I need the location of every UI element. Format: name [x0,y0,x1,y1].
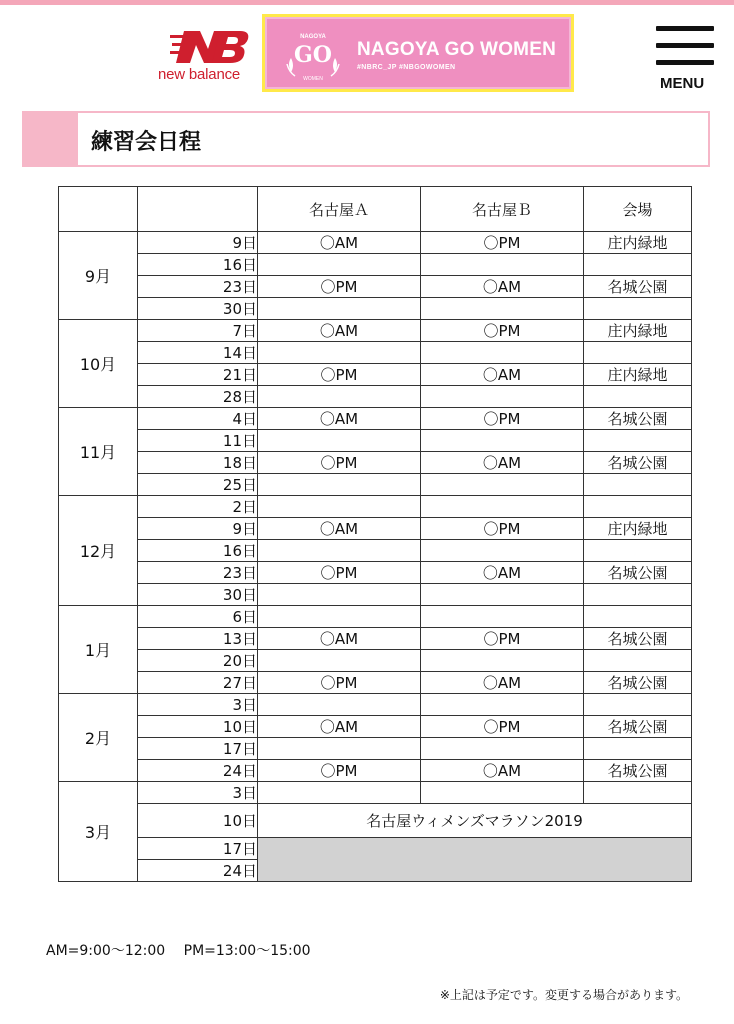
venue-cell [584,474,692,496]
banner-inner [265,17,571,89]
nagoya-a-cell: 〇PM [258,672,421,694]
nagoya-b-cell: 〇PM [421,320,584,342]
practice-schedule-table [58,186,692,882]
nagoya-a-cell: 〇AM [258,320,421,342]
table-row [59,716,692,738]
table-row [59,584,692,606]
table-row [59,562,692,584]
menu-button[interactable] [652,23,718,95]
day-cell: 3日 [138,694,258,716]
venue-cell [584,342,692,364]
table-header-row [59,187,692,232]
day-cell: 10日 [138,804,258,838]
nagoya-a-cell [258,694,421,716]
new-balance-logo[interactable] [150,27,262,89]
venue-cell: 名城公園 [584,562,692,584]
day-cell: 10日 [138,716,258,738]
nagoya-a-cell: 〇PM [258,562,421,584]
nagoya-a-cell: 〇AM [258,408,421,430]
nagoya-b-cell [421,540,584,562]
nagoya-a-cell [258,342,421,364]
nagoya-b-cell [421,254,584,276]
venue-cell [584,694,692,716]
table-row [59,760,692,782]
venue-cell [584,738,692,760]
nagoya-a-cell [258,386,421,408]
nb-logo-mark-icon [170,27,250,67]
day-cell: 23日 [138,562,258,584]
nagoya-b-cell [421,474,584,496]
day-cell: 24日 [138,760,258,782]
day-cell: 6日 [138,606,258,628]
venue-cell [584,496,692,518]
banner-title: NAGOYA GO WOMEN [357,39,556,60]
day-cell: 16日 [138,254,258,276]
venue-cell: 名城公園 [584,276,692,298]
nagoya-a-cell [258,496,421,518]
site-header [0,5,734,97]
table-row [59,804,692,838]
table-row [59,606,692,628]
header-venue: 会場 [584,187,692,232]
day-cell: 25日 [138,474,258,496]
venue-cell: 庄内緑地 [584,232,692,254]
nagoya-b-cell [421,694,584,716]
nagoya-a-cell: 〇AM [258,716,421,738]
day-cell: 30日 [138,584,258,606]
table-row [59,298,692,320]
emblem-go-text: GO [294,42,332,68]
day-cell: 4日 [138,408,258,430]
nagoya-b-cell [421,386,584,408]
day-cell: 9日 [138,232,258,254]
table-row [59,342,692,364]
table-row [59,452,692,474]
table-row [59,364,692,386]
table-row [59,738,692,760]
day-cell: 9日 [138,518,258,540]
table-row [59,518,692,540]
nagoya-b-cell [421,342,584,364]
table-row [59,672,692,694]
venue-cell: 名城公園 [584,760,692,782]
day-cell: 2日 [138,496,258,518]
session-hours: AM=9:00～12:00 PM=13:00～15:00 [46,943,311,959]
day-cell: 13日 [138,628,258,650]
day-cell: 27日 [138,672,258,694]
nagoya-a-cell [258,782,421,804]
day-cell: 24日 [138,860,258,882]
nagoya-b-cell: 〇AM [421,562,584,584]
month-cell: 1月 [59,606,138,694]
table-row [59,254,692,276]
nagoya-a-cell [258,606,421,628]
table-row [59,496,692,518]
venue-cell: 名城公園 [584,408,692,430]
day-cell: 14日 [138,342,258,364]
venue-cell [584,540,692,562]
header-nagoya-b: 名古屋Ｂ [421,187,584,232]
month-cell: 3月 [59,782,138,882]
nagoya-b-cell [421,738,584,760]
nagoya-a-cell: 〇PM [258,276,421,298]
menu-label: MENU [660,75,705,92]
venue-cell: 庄内緑地 [584,364,692,386]
nagoya-a-cell [258,430,421,452]
venue-cell: 名城公園 [584,628,692,650]
schedule-body [59,232,692,882]
nagoya-b-cell: 〇PM [421,628,584,650]
day-cell: 28日 [138,386,258,408]
day-cell: 7日 [138,320,258,342]
emblem-bottom-text: WOMEN [303,76,323,82]
table-row [59,838,692,860]
venue-cell: 名城公園 [584,452,692,474]
nagoya-b-cell [421,430,584,452]
nagoya-a-cell: 〇AM [258,232,421,254]
nagoya-b-cell: 〇PM [421,232,584,254]
header-month [59,187,138,232]
nagoya-a-cell [258,584,421,606]
day-cell: 17日 [138,738,258,760]
hamburger-icon-bar [656,60,714,65]
section-heading [22,111,710,167]
nagoya-b-cell: 〇PM [421,716,584,738]
venue-cell: 名城公園 [584,716,692,738]
table-row [59,694,692,716]
nagoya-b-cell [421,298,584,320]
nagoya-a-cell [258,474,421,496]
month-cell: 11月 [59,408,138,496]
nagoya-b-cell [421,606,584,628]
nagoya-b-cell [421,496,584,518]
nagoya-b-cell: 〇AM [421,276,584,298]
nagoya-a-cell: 〇PM [258,364,421,386]
hamburger-icon [656,26,714,31]
go-emblem-icon [285,24,341,86]
day-cell: 21日 [138,364,258,386]
nagoya-b-cell: 〇PM [421,408,584,430]
day-cell: 3日 [138,782,258,804]
venue-cell [584,584,692,606]
nagoya-b-cell: 〇PM [421,518,584,540]
nagoya-b-cell [421,782,584,804]
table-row [59,232,692,254]
day-cell: 18日 [138,452,258,474]
venue-cell [584,606,692,628]
venue-cell: 庄内緑地 [584,320,692,342]
table-row [59,386,692,408]
table-row [59,628,692,650]
header-nagoya-a: 名古屋Ａ [258,187,421,232]
table-row [59,474,692,496]
month-cell: 9月 [59,232,138,320]
nagoya-b-cell [421,584,584,606]
venue-cell [584,782,692,804]
table-row [59,320,692,342]
month-cell: 12月 [59,496,138,606]
nagoya-b-cell: 〇AM [421,452,584,474]
banner-hashtags: #NBRC_JP #NBGOWOMEN [357,64,456,71]
day-cell: 23日 [138,276,258,298]
brand-name: new balance [158,66,241,83]
day-cell: 20日 [138,650,258,672]
nagoya-a-cell [258,254,421,276]
marathon-event-cell: 名古屋ウィメンズマラソン2019 [258,804,692,838]
table-row [59,650,692,672]
venue-cell: 名城公園 [584,672,692,694]
nagoya-a-cell [258,738,421,760]
nagoya-go-women-banner[interactable] [262,14,574,92]
day-cell: 11日 [138,430,258,452]
table-row [59,430,692,452]
nagoya-a-cell: 〇AM [258,628,421,650]
day-cell: 30日 [138,298,258,320]
nagoya-b-cell: 〇AM [421,760,584,782]
venue-cell: 庄内緑地 [584,518,692,540]
month-cell: 2月 [59,694,138,782]
heading-accent-block [24,113,78,165]
unscheduled-cell [258,838,692,882]
table-row [59,276,692,298]
schedule-note: ※上記は予定です。変更する場合があります。 [439,988,688,1002]
nagoya-a-cell: 〇AM [258,518,421,540]
venue-cell [584,650,692,672]
nagoya-a-cell [258,650,421,672]
nagoya-b-cell [421,650,584,672]
nagoya-b-cell: 〇AM [421,364,584,386]
day-cell: 17日 [138,838,258,860]
nagoya-a-cell [258,540,421,562]
page-title: 練習会日程 [91,130,202,155]
hamburger-icon-bar [656,43,714,48]
header-day [138,187,258,232]
table-row [59,408,692,430]
venue-cell [584,298,692,320]
nagoya-a-cell: 〇PM [258,760,421,782]
emblem-top-text: NAGOYA [300,34,326,40]
venue-cell [584,386,692,408]
table-row [59,540,692,562]
venue-cell [584,254,692,276]
day-cell: 16日 [138,540,258,562]
table-row [59,782,692,804]
month-cell: 10月 [59,320,138,408]
nagoya-b-cell: 〇AM [421,672,584,694]
nagoya-a-cell [258,298,421,320]
venue-cell [584,430,692,452]
nagoya-a-cell: 〇PM [258,452,421,474]
